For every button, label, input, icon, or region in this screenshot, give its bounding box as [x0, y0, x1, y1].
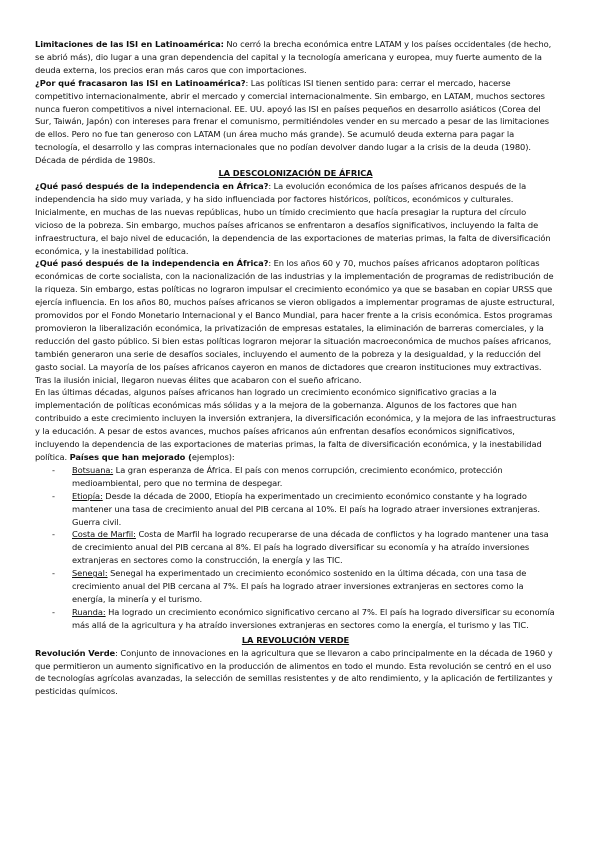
africa-q2-paragraph — [35, 257, 556, 386]
country-text: Desde la década de 2000, Etiopía ha experimentado un crecimiento económico constante y ha logrado mantener una tasa de crecimiento anual del PIB cercana al 10%. El país ha logrado atraer inversiones extranjeras. Guerra civil. — [72, 490, 540, 527]
country-name: Etiopía: — [72, 490, 103, 501]
section-title-descolonizacion: LA DESCOLONIZACIÓN DE ÁFRICA — [218, 168, 373, 179]
examples-rest-label: ejemplos): — [191, 452, 235, 462]
list-item — [35, 528, 556, 567]
country-text: Senegal ha experimentado un crecimiento económico sostenido en la última década, con una tasa de crecimiento anual del PIB cercana al 7%. El país ha logrado atraer inversiones extranjeras en sectores como la energía, la minería y el turismo. — [72, 568, 527, 604]
africa-q2-heading: ¿Qué pasó después de la independencia en África? — [35, 258, 269, 269]
isi-fracaso-paragraph — [35, 77, 556, 167]
country-text: Ha logrado un crecimiento económico significativo cercano al 7%. El país ha logrado diversificar su economía más allá de la agricultura y ha atraído inversiones extranjeras en sectores como la energía, el turismo y las TIC. — [72, 606, 555, 630]
country-name: Senegal: — [72, 568, 108, 579]
isi-limitaciones-paragraph — [35, 38, 556, 77]
examples-bold-label: Países que han mejorado ( — [69, 452, 192, 462]
africa-recent-paragraph — [35, 386, 556, 463]
section-title-revolucion-verde: LA REVOLUCIÓN VERDE — [241, 634, 350, 645]
revolucion-heading: Revolución Verde — [35, 647, 116, 658]
list-item — [35, 490, 556, 529]
country-text: La gran esperanza de África. El país con menos corrupción, crecimiento económico, protección medioambiental, pero que no termina de despegar. — [72, 464, 503, 488]
list-dash: - — [52, 568, 55, 579]
list-dash: - — [52, 490, 55, 501]
country-text: Costa de Marfil ha logrado recuperarse de una década de conflictos y ha logrado mantener una tasa de crecimiento anual del PIB cercana al 8%. El país ha logrado diversificar su economía y ha atraído inversiones extranjeras en sectores como la construcción, la energía y las TIC. — [72, 529, 549, 566]
list-item — [35, 464, 556, 490]
revolucion-text: : Conjunto de innovaciones en la agricultura que se llevaron a cabo principalmente en la década de 1960 y que permitieron un aumento significativo en la producción de alimentos en todo el mundo. Esta revolución se centró en el uso de tecnologías agrícolas avanzadas, la selección de semillas resistentes y de alto rendimiento, y la aplicación de fertilizantes y pesticidas químicos. — [35, 647, 553, 697]
list-dash: - — [52, 606, 55, 617]
improved-countries-list — [35, 464, 556, 632]
revolucion-verde-paragraph — [35, 647, 556, 699]
africa-recent-text: En las últimas décadas, algunos países africanos han logrado un crecimiento económico significativo gracias a la implementación de políticas económicas más sólidas y a la mejora de la gobernanza. Algunos de los factores que han contribuido a este crecimiento incluyen la inversión extranjera, la diversificación económica, y la mejora de las infraestructuras y la educación. A pesar de estos avances, muchos países africanos aún enfrentan desafíos económicos significativos, incluyendo la dependencia de las exportaciones de materias primas, la falta de diversificación económica, y la inestabilidad política. — [35, 387, 556, 462]
country-name: Ruanda: — [72, 606, 106, 617]
africa-q1-heading: ¿Qué pasó después de la independencia en África? — [35, 180, 269, 191]
country-name: Botsuana: — [72, 464, 114, 475]
africa-q1-text: : La evolución económica de los países africanos después de la independencia ha sido muy variada, y ha sido influenciada por factores históricos, políticos, económicos y culturales. Inicialmente, en muchas de las nuevas repúblicas, hubo un tímido crecimiento que hacía presagiar la ruptura del círculo vicioso de la pobreza. Sin embargo, muchos países africanos se enfrentaron a desafíos significativos, incluyendo la falta de infraestructura, el bajo nivel de educación, la dependencia de las exportaciones de materias primas, la falta de diversificación económica, y la inestabilidad política. — [35, 180, 551, 256]
list-item — [35, 606, 556, 632]
africa-q2-text: : En los años 60 y 70, muchos países africanos adoptaron políticas económicas de corte socialista, con la nacionalización de las industrias y la implementación de programas de redistribución de la riqueza. Sin embargo, estas políticas no lograron impulsar el crecimiento económico ya que se basaban en copiar URSS que ejercía influencia. En los años 80, muchos países africanos se vieron obligados a implementar programas de ajuste estructural, promovidos por el Fondo Monetario Internacional y el Banco Mundial, para hacer frente a la crisis económica. Estos programas promovieron la liberalización económica, la privatización de empresas estatales, la eliminación de barreras comerciales, y la reducción del gasto público. Si bien estas políticas lograron mejorar la situación macroeconómica de muchos países africanos, también generaron una serie de desafíos sociales, incluyendo el aumento de la pobreza y la desigualdad, y la reducción del gasto social. La mayoría de los países africanos cayeron en manos de dictadores que crearon instituciones muy extractivas. Tras la ilusión inicial, llegaron nuevas élites que acabaron con el sueño africano. — [35, 258, 555, 385]
isi-fracaso-text: : Las políticas ISI tienen sentido para: cerrar el mercado, hacerse competitivo internacionalmente, abrir el mercado y comercial internacionalmente. Sin embargo, en LATAM, muchos sectores nunca fueron competitivos a nivel internacional. EE. UU. apoyó las ISI en países pequeños en desarrollo asiáticos (Corea del Sur, Taiwán, Japón) con intereses para frenar el comunismo, permitiéndoles vender en su mercado a pesar de las limitaciones de ellos. Pero no fue tan generoso con LATAM (un área mucho más grande). Se acumuló deuda externa para pagar la tecnología, el desarrollo y las compras internacionales que no podían devolver dando lugar a la crisis de la deuda (1980). Década de pérdida de 1980s. — [35, 77, 549, 166]
isi-limitaciones-heading: Limitaciones de las ISI en Latinoamérica: — [35, 39, 224, 49]
list-dash: - — [52, 529, 55, 540]
list-dash: - — [52, 464, 55, 475]
list-item — [35, 567, 556, 606]
isi-fracaso-heading: ¿Por qué fracasaron las ISI en Latinoamérica? — [35, 77, 246, 88]
isi-limitaciones-text: No cerró la brecha económica entre LATAM y los países occidentales (de hecho, se abrió más), dio lugar a una gran dependencia del capital y la tecnología americana y europea, muy fuerte aumento de la deuda externa, los precios eran más caros que con importaciones. — [35, 39, 552, 75]
africa-q1-paragraph — [35, 180, 556, 257]
country-name: Costa de Marfil: — [72, 529, 136, 540]
